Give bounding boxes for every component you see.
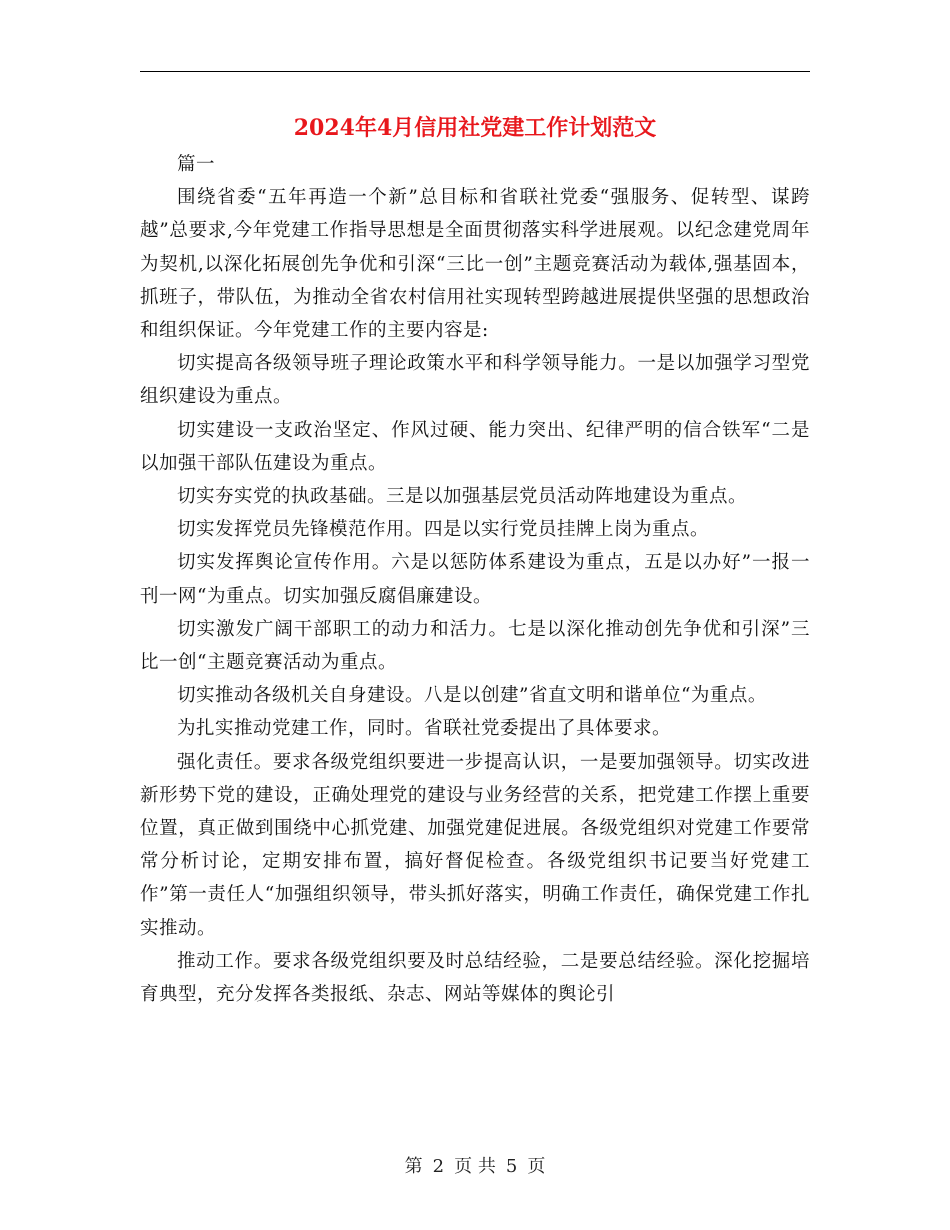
paragraph: 切实推动各级机关自身建设。八是以创建”省直文明和谐单位“为重点。 xyxy=(177,685,767,707)
paragraph: 围绕省委“五年再造一个新”总目标和省联社党委“强服务、促转型、谋跨越”总要求,今年党建工作指导思想是全面贯彻落实科学进展观。以纪念建党周年为契机,以深化拓展创先争优和引深“三比一创”主题竞赛活动为载体,强基固本，抓班子，带队伍，为推动全省农村信用社实现转型跨越进展提供坚强的思想政治和组织保证。今年党建工作的主要内容是: xyxy=(140,187,810,342)
header-rule xyxy=(140,71,810,72)
paragraph: 切实激发广阔干部职工的动力和活力。七是以深化推动创先争优和引深”三比一创“主题竞赛活动为重点。 xyxy=(140,618,810,674)
document-body xyxy=(140,148,810,1011)
page-number: 2 xyxy=(432,1156,445,1177)
document-title: 2024年4月信用社党建工作计划范文 xyxy=(293,115,657,141)
page-total: 5 xyxy=(505,1156,518,1177)
footer-prefix: 第 xyxy=(404,1156,423,1177)
page-footer xyxy=(0,1152,950,1178)
paragraph-section-label: 篇一 xyxy=(177,154,216,175)
paragraph: 切实建设一支政治坚定、作风过硬、能力突出、纪律严明的信合铁军“二是以加强干部队伍建设为重点。 xyxy=(140,419,810,474)
paragraph: 切实发挥舆论宣传作用。六是以惩防体系建设为重点，五是以办好”一报一刊一网“为重点。切实加强反腐倡廉建设。 xyxy=(140,552,810,607)
footer-suffix: 页 xyxy=(527,1156,546,1177)
paragraph: 切实发挥党员先锋模范作用。四是以实行党员挂牌上岗为重点。 xyxy=(177,519,710,541)
paragraph: 推动工作。要求各级党组织要及时总结经验，二是要总结经验。深化挖掘培育典型，充分发挥各类报纸、杂志、网站等媒体的舆论引 xyxy=(140,950,810,1006)
footer-middle: 页 共 xyxy=(454,1156,496,1177)
paragraph: 强化责任。要求各级党组织要进一步提高认识，一是要加强领导。切实改进新形势下党的建设，正确处理党的建设与业务经营的关系，把党建工作摆上重要位置，真正做到围绕中心抓党建、加强党建促进展。各级党组织对党建工作要常常分析讨论，定期安排布置，搞好督促检查。各级党组织书记要当好党建工作”第一责任人“加强组织领导，带头抓好落实，明确工作责任，确保党建工作扎实推动。 xyxy=(140,751,810,939)
paragraph: 为扎实推动党建工作，同时。省联社党委提出了具体要求。 xyxy=(177,718,672,740)
paragraph: 切实夯实党的执政基础。三是以加强基层党员活动阵地建设为重点。 xyxy=(177,486,748,508)
paragraph: 切实提高各级领导班子理论政策水平和科学领导能力。一是以加强学习型党组织建设为重点。 xyxy=(140,353,810,408)
